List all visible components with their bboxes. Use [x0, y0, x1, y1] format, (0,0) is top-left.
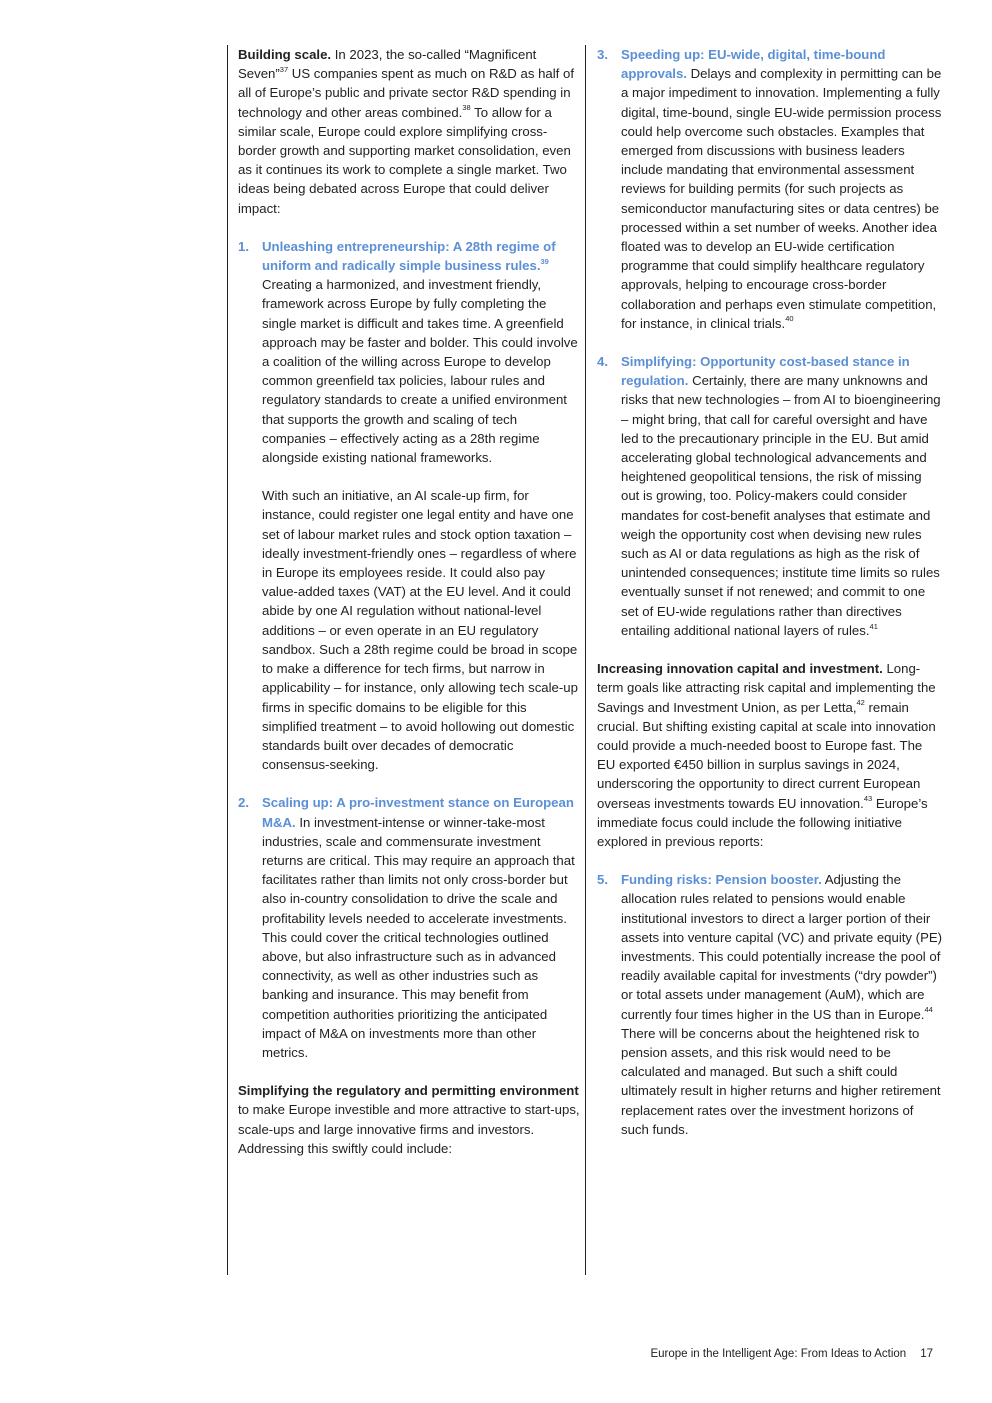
- list-item-3: 3. Speeding up: EU-wide, digital, time-bound approvals. Delays and complexity in permitting can be a major impediment to innovation. Implementing a fully digital, time-bound, single EU-wide permission process could help overcome such obstacles. Examples that emerged from discussions with business leaders include mandating that environmental assessment reviews for building permits (for such projects as semiconductor manufacturing sites or data centres) be processed within a set number of weeks. Another idea floated was to develop an EU-wide certification programme that could simplify healthcare regulatory approvals, helping to encourage cross-border collaboration and perhaps even stimulate competition, for instance, in clinical trials.$^{40}$: [597, 47, 942, 331]
- list-item-4: 4. Simplifying: Opportunity cost-based stance in regulation. Certainly, there are many unknowns and risks that new technologies – from AI to bioengineering – might bring, that call for careful oversight and have led to the precautionary principle in the EU. But amid accelerating global technological advancements and heightened geopolitical tensions, the risk of missing out is growing, too. Policy-makers could consider mandates for cost-benefit analyses that estimate and weigh the opportunity cost when devising new rules such as AI or data regulations as high as the risk of unintended consequences; institute time limits so rules eventually sunset if not renewed; and commit to one set of EU-wide regulations rather than directives entailing additional national layers of rules.$^{41}$: [597, 354, 941, 638]
- building-scale-paragraph: Building scale. In 2023, the so-called “Magnificent Seven”$^{37}$ US companies spent as much on R&D as half of all of Europe’s public and private sector R&D spending in technology and other areas combined.$^{38}$ To allow for a similar scale, Europe could explore simplifying cross-border growth and supporting market consolidation, even as it continues its work to complete a single market. Two ideas being debated across Europe that could deliver impact:: [238, 47, 575, 216]
- list-number: 3.: [597, 47, 608, 62]
- footnote-ref: 38: [462, 103, 471, 113]
- regulatory-paragraph: Simplifying the regulatory and permitting environment to make Europe investible and more attractive to start-ups, scale-ups and large innovative firms and investors. Addressing this swiftly could include:: [238, 1083, 580, 1156]
- footnote-ref: 39: [540, 256, 549, 266]
- item-paragraph: With such an initiative, an AI scale-up firm, for instance, could register one legal entity and have one set of labour market rules and stock option taxation – ideally investment-friendly ones – regardless of where in Europe its employees reside. It could also pay value-added taxes (VAT) at the EU level. And it could abide by one AI regulation without national-level additions – or even operate in an EU regulatory sandbox. Such a 28th regime could be broad in scope to make a difference for tech firms, but narrow in applicability – for instance, only allowing tech scale-up firms in specific domains to be eligible for this simplified treatment – to avoid hollowing out domestic standards built over decades of democratic consensus-seeking.: [262, 488, 578, 773]
- footnote-ref: 42: [856, 698, 865, 708]
- regulatory-heading: Simplifying the regulatory and permitting environment: [238, 1083, 579, 1099]
- page-footer: [560, 1345, 933, 1364]
- right-column: [585, 45, 943, 1275]
- item-title: Simplifying: Opportunity cost-based stance in regulation.: [621, 354, 910, 389]
- capital-heading: Increasing innovation capital and investment.: [597, 661, 883, 677]
- list-number: 1.: [238, 238, 249, 254]
- list-item-5: 5. Funding risks: Pension booster. Adjusting the allocation rules related to pensions would enable institutional investors to direct a larger portion of their assets into venture capital (VC) and private equity (PE) investments. This could potentially increase the pool of readily available capital for investments (“dry powder”) or total assets under management (AuM), which are currently four times higher in the US than in Europe.$^{44}$ There will be concerns about the heightened risk to pension assets, and this risk would need to be calculated and managed. But such a shift could ultimately result in higher returns and higher retirement replacement rates over the investment horizons of such funds.: [597, 872, 943, 1137]
- item-title: Funding risks: Pension booster.: [621, 872, 822, 888]
- item-title: Unleashing entrepreneurship: A 28th regime of uniform and radically simple business rules.: [262, 238, 556, 274]
- item-title: Scaling up: A pro-investment stance on European M&A.: [262, 795, 574, 830]
- left-column: [227, 45, 584, 1275]
- footer-title-rest: From Ideas to Action: [797, 1348, 907, 1360]
- building-scale-heading: Building scale.: [238, 47, 332, 62]
- list-item-2: 2. Scaling up: A pro-investment stance on European M&A. In investment-intense or winner-take-most industries, scale and commensurate investment returns are critical. This may require an approach that facilitates rather than limits not only cross-border but also in-country consolidation to drive the scale and profitability levels needed to accelerate investments. This could cover the critical technologies outlined above, but also infrastructure such as in advanced connectivity, as well as other industries such as banking and insurance. This may benefit from competition authorities prioritizing the anticipated impact of M&A on investments more than other metrics.: [238, 795, 575, 1060]
- list-item-1: 1. Unleashing entrepreneurship: A 28th regime of uniform and radically simple business rules.$^{39}$ Creating a harmonized, and investment friendly, framework across Europe by fully completing the single market is difficult and takes time. A greenfield approach may be faster and bolder. This could involve a coalition of the willing across Europe to develop common greenfield tax policies, labour rules and regulatory standards to create a unified environment that supports the growth and scaling of tech companies – effectively acting as a 28th regime alongside existing national frameworks. With such an initiative, an AI scale-up firm, for instance, could register one legal entity and have one set of labour market rules and stock option taxation – ideally investment-friendly ones – regardless of where in Europe its employees reside. It could also pay value-added taxes (VAT) at the EU level. And it could abide by one AI regulation without national-level additions – or even operate in an EU regulatory sandbox. Such a 28th regime could be broad in scope to make a difference for tech firms, but narrow in applicability – for instance, only allowing tech scale-up firms in specific domains to be eligible for this simplified treatment – to avoid hollowing out domestic standards built over decades of democratic consensus-seeking.: [238, 237, 584, 774]
- list-number: 2.: [238, 795, 249, 811]
- capital-paragraph: Increasing innovation capital and investment. Long-term goals like attracting risk capital and implementing the Savings and Investment Union, as per Letta,$^{42}$ remain crucial. But shifting existing capital at scale into innovation could provide a much-needed boost to Europe fast. The EU exported €450 billion in surplus savings in 2024, underscoring the opportunity to direct current European overseas investments towards EU innovation.$^{43}$ Europe’s immediate focus could include the following initiative explored in previous reports:: [597, 661, 936, 849]
- list-number: 5.: [597, 872, 608, 888]
- footnote-ref: 37: [279, 64, 289, 74]
- footnote-ref: 43: [863, 794, 873, 804]
- list-number: 4.: [597, 354, 608, 370]
- footnote-ref: 40: [785, 314, 794, 324]
- footnote-ref: 44: [924, 1005, 933, 1015]
- page-number: 17: [920, 1348, 933, 1360]
- footnote-ref: 41: [869, 621, 878, 631]
- item-title: Speeding up: EU-wide, digital, time-bound approvals.: [621, 47, 886, 82]
- footer-title-bold: Europe in the Intelligent Age:: [650, 1348, 798, 1360]
